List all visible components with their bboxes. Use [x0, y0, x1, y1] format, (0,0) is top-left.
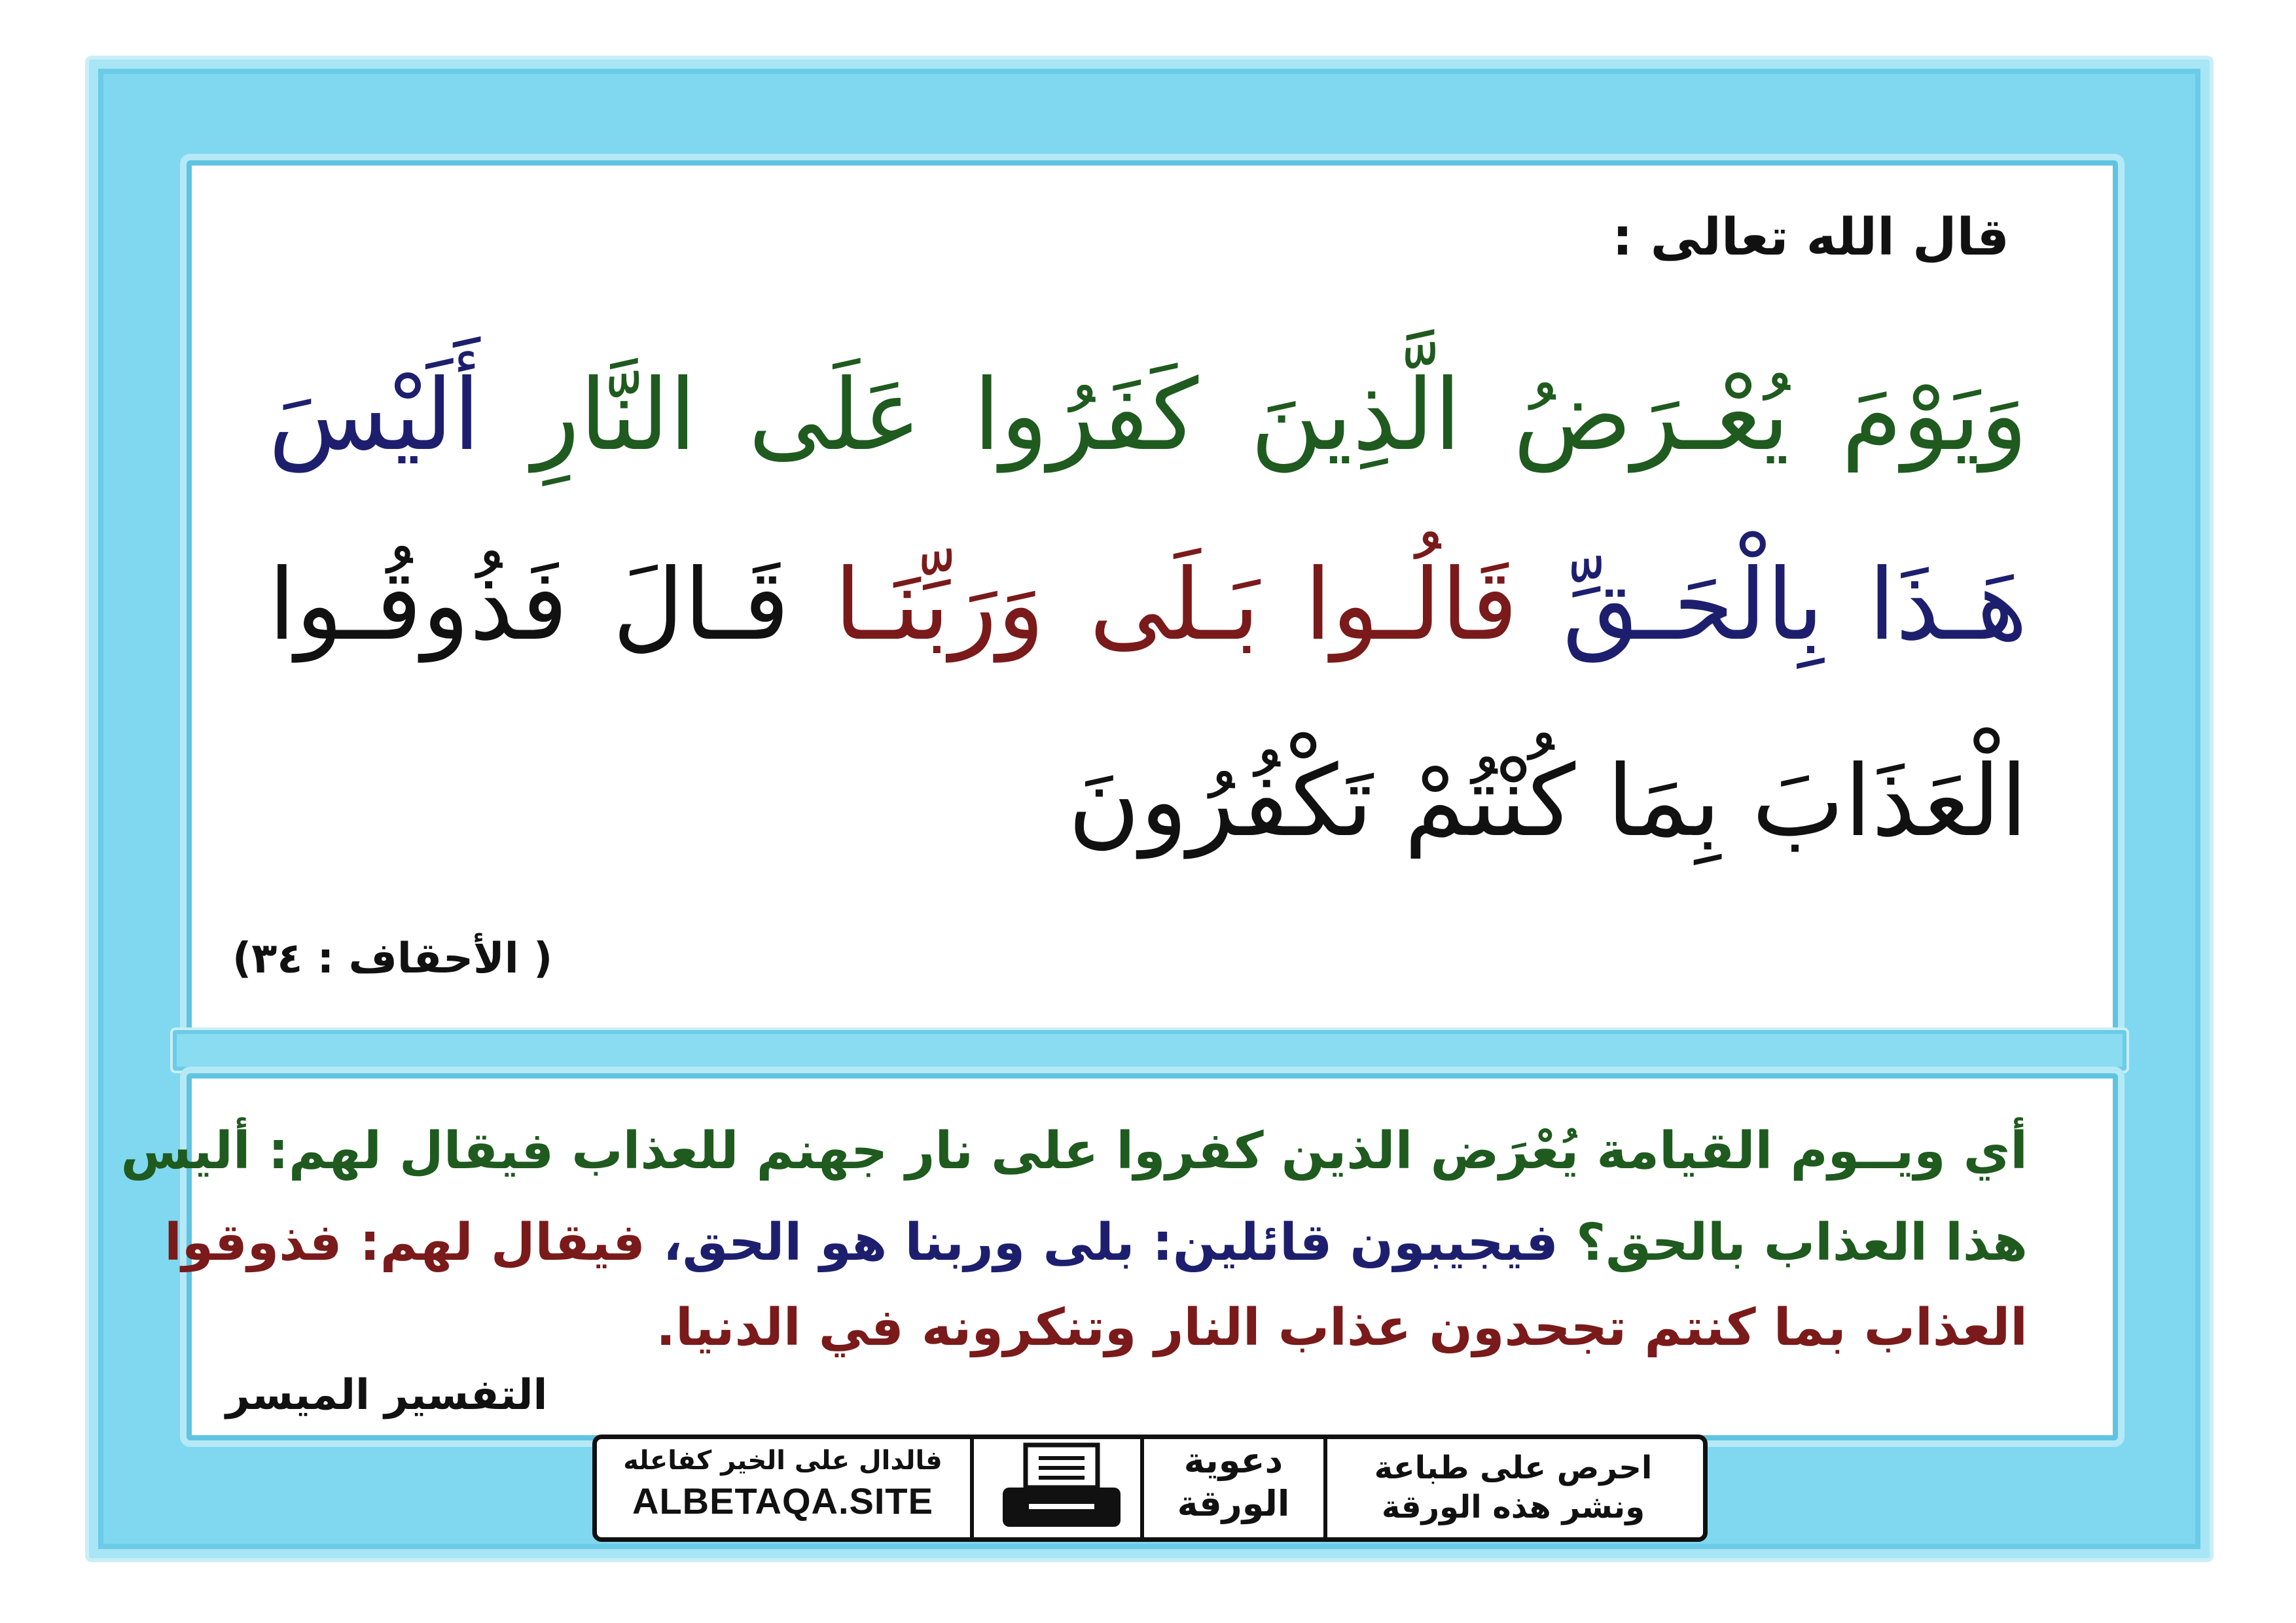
logo-icon: دعوية الورقة: [1177, 1440, 1290, 1524]
tafsir-source: التفسير الميسر: [226, 1371, 548, 1419]
verse-segment: قَـالَ فَذُوقُـوا: [268, 548, 790, 662]
footer-banner: [592, 1435, 1708, 1542]
tafsir-segment: فيقال لهم: فذوقوا: [164, 1213, 645, 1272]
tafsir-line-1: أي ويــوم القيامة يُعْرَض الذين كفروا على نار جهنم للعذاب فيقال لهم: أليس: [120, 1122, 2028, 1181]
verse-line-1: [268, 359, 2028, 473]
footer-cta-line-1: احرص على طباعة: [1374, 1450, 1653, 1486]
verse-line-2: [268, 548, 2028, 662]
divider-bar: [170, 1027, 2129, 1073]
footer-divider: [970, 1439, 974, 1537]
verse-segment: أَلَيْسَ: [268, 359, 480, 473]
tafsir-segment: هذا العذاب بالحق؟: [1575, 1213, 2028, 1272]
printer-icon: [996, 1442, 1127, 1533]
verse-segment: قَالُـوا بَـلَى وَرَبِّنَـا: [834, 548, 1518, 662]
site-link[interactable]: ALBETAQA.SITE: [632, 1480, 933, 1522]
intro-text: قال الله تعالى :: [1612, 208, 2009, 267]
verse-line-3: الْعَذَابَ بِمَا كُنْتُمْ تَكْفُرُونَ: [1067, 745, 2028, 859]
tafsir-segment: فيجيبون قائلين: بلى وربنا هو الحق،: [663, 1213, 1558, 1272]
footer-left: [613, 1446, 953, 1522]
tafsir-line-2: [164, 1213, 2028, 1272]
tafsir-line-3: العذاب بما كنتم تجحدون عذاب النار وتنكرونه في الدنيا.: [656, 1298, 2028, 1357]
footer-divider: [1140, 1439, 1144, 1537]
footer-right: [1343, 1448, 1683, 1527]
footer-cta-line-2: ونشر هذه الورقة: [1381, 1489, 1645, 1525]
verse-segment: وَيَوْمَ يُعْـرَضُ الَّذِينَ كَفَرُوا عَلَى النَّارِ: [532, 359, 2028, 473]
footer-divider: [1323, 1439, 1327, 1537]
footer-motto: فالدال على الخير كفاعله: [623, 1446, 942, 1476]
verse-reference: ( الأحقاف : ٣٤): [232, 935, 553, 983]
verse-segment: هَـذَا بِالْحَـقِّ: [1562, 548, 2028, 662]
